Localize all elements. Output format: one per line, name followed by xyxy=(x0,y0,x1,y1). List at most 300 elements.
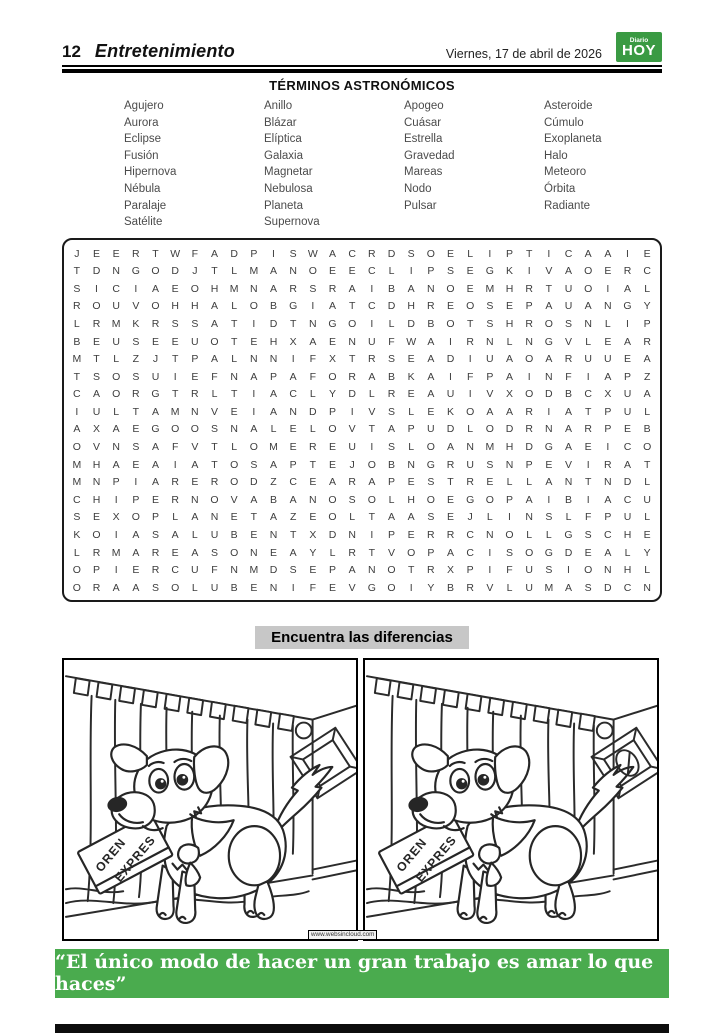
grid-letter: A xyxy=(564,265,572,278)
grid-letter: R xyxy=(466,476,474,489)
grid-letter: E xyxy=(151,335,159,348)
grid-letter: X xyxy=(92,423,100,436)
grid-letter: P xyxy=(604,423,612,436)
grid-letter: U xyxy=(348,441,356,454)
grid-letter: E xyxy=(92,335,100,348)
grid-letter: E xyxy=(250,335,258,348)
grid-letter: N xyxy=(368,564,376,577)
grid-letter: F xyxy=(309,581,317,594)
grid-letter: A xyxy=(269,405,277,418)
grid-letter: A xyxy=(132,546,140,559)
grid-letter: R xyxy=(151,564,160,577)
grid-letter: C xyxy=(112,282,120,295)
grid-letter: N xyxy=(92,476,101,489)
grid-letter: E xyxy=(191,370,199,383)
grid-letter: G xyxy=(564,529,573,542)
grid-letter: S xyxy=(348,493,356,506)
grid-letter: O xyxy=(407,546,416,559)
grid-letter: S xyxy=(427,476,435,489)
grid-letter: O xyxy=(230,546,239,559)
grid-letter: R xyxy=(132,247,140,260)
grid-letter: M xyxy=(269,441,278,454)
grid-letter: R xyxy=(348,370,356,383)
grid-letter: S xyxy=(151,581,159,594)
grid-letter: U xyxy=(643,493,651,506)
grid-letter: G xyxy=(151,388,160,401)
grid-letter: R xyxy=(368,247,376,260)
grid-letter: B xyxy=(230,581,238,594)
grid-letter: O xyxy=(387,581,396,594)
grid-letter: A xyxy=(643,353,651,366)
grid-letter: A xyxy=(584,300,592,313)
grid-letter: O xyxy=(131,511,140,524)
grid-letter: E xyxy=(112,247,120,260)
grid-letter: R xyxy=(427,300,435,313)
grid-letter: E xyxy=(623,353,631,366)
grid-letter: D xyxy=(446,353,455,366)
grid-letter: A xyxy=(584,247,592,260)
grid-letter: T xyxy=(230,335,238,348)
grid-letter: A xyxy=(210,247,218,260)
grid-letter: R xyxy=(348,476,356,489)
grid-letter: E xyxy=(309,511,317,524)
word-item: Apogeo xyxy=(404,100,444,112)
grid-letter: L xyxy=(486,511,493,524)
grid-letter: B xyxy=(269,300,277,313)
grid-letter: C xyxy=(289,388,297,401)
grid-letter: H xyxy=(505,441,514,454)
grid-letter: I xyxy=(134,282,138,295)
header-rule-thick xyxy=(62,69,662,73)
grid-letter: D xyxy=(269,564,278,577)
grid-letter: E xyxy=(171,546,179,559)
grid-letter: V xyxy=(191,441,199,454)
newspaper-page xyxy=(55,28,662,1033)
grid-letter: R xyxy=(564,353,573,366)
grid-letter: T xyxy=(211,265,218,278)
grid-letter: R xyxy=(309,441,317,454)
grid-letter: M xyxy=(111,546,121,559)
grid-letter: T xyxy=(132,405,140,418)
grid-letter: U xyxy=(564,300,573,313)
word-item: Radiante xyxy=(544,199,591,212)
grid-letter: A xyxy=(250,493,258,506)
dog-scene-left xyxy=(64,660,356,939)
grid-letter: V xyxy=(545,265,553,278)
grid-letter: A xyxy=(564,423,572,436)
grid-letter: V xyxy=(387,546,395,559)
grid-letter: S xyxy=(132,370,140,383)
grid-letter: T xyxy=(466,317,474,330)
grid-letter: L xyxy=(113,405,120,418)
grid-letter: L xyxy=(644,476,651,489)
grid-letter: R xyxy=(348,546,356,559)
grid-letter: L xyxy=(644,282,651,295)
grid-letter: S xyxy=(505,546,513,559)
grid-letter: E xyxy=(623,423,631,436)
grid-letter: I xyxy=(370,441,374,454)
grid-letter: E xyxy=(427,405,435,418)
grid-letter: P xyxy=(92,564,100,577)
grid-letter: J xyxy=(74,247,80,260)
wordsearch-grid xyxy=(67,245,657,595)
grid-letter: I xyxy=(527,265,531,278)
grid-letter: A xyxy=(269,282,277,295)
grid-letter: N xyxy=(269,353,278,366)
grid-letter: E xyxy=(407,529,415,542)
grid-letter: I xyxy=(586,370,590,383)
grid-letter: O xyxy=(584,564,593,577)
grid-letter: Z xyxy=(132,353,140,366)
grid-letter: A xyxy=(269,458,277,471)
grid-letter: L xyxy=(329,546,336,559)
grid-letter: L xyxy=(467,423,474,436)
grid-letter: U xyxy=(368,335,376,348)
grid-letter: P xyxy=(623,370,631,383)
word-column xyxy=(404,98,544,231)
grid-letter: N xyxy=(505,458,514,471)
grid-letter: M xyxy=(485,441,495,454)
word-item: Exoplaneta xyxy=(544,133,602,146)
grid-letter: T xyxy=(584,476,592,489)
grid-letter: R xyxy=(289,282,297,295)
grid-letter: C xyxy=(348,247,356,260)
grid-letter: C xyxy=(289,476,297,489)
grid-letter: S xyxy=(309,282,317,295)
grid-letter: I xyxy=(586,458,590,471)
grid-letter: V xyxy=(230,493,238,506)
word-column xyxy=(264,98,404,231)
word-item: Asteroide xyxy=(544,100,593,112)
grid-letter: X xyxy=(446,564,454,577)
grid-letter: E xyxy=(309,564,317,577)
grid-letter: O xyxy=(112,370,121,383)
page-number: 12 xyxy=(62,42,81,61)
grid-letter: A xyxy=(328,300,336,313)
grid-letter: B xyxy=(230,529,238,542)
grid-letter: I xyxy=(468,388,472,401)
grid-letter: S xyxy=(191,317,199,330)
grid-letter: P xyxy=(112,476,120,489)
grid-letter: W xyxy=(406,335,417,348)
grid-letter: I xyxy=(173,458,177,471)
grid-letter: C xyxy=(623,581,632,594)
grid-letter: N xyxy=(348,335,356,348)
grid-letter: A xyxy=(446,441,454,454)
grid-letter: P xyxy=(525,300,533,313)
difference-panel-left xyxy=(62,658,358,941)
grid-letter: X xyxy=(289,335,297,348)
grid-letter: T xyxy=(289,529,297,542)
grid-letter: E xyxy=(328,581,336,594)
grid-letter: A xyxy=(92,388,100,401)
grid-letter: L xyxy=(644,511,651,524)
grid-letter: S xyxy=(407,247,415,260)
grid-letter: R xyxy=(132,388,140,401)
grid-letter: N xyxy=(545,423,553,436)
dog-scene-right xyxy=(365,660,657,939)
grid-letter: F xyxy=(506,564,513,577)
grid-letter: N xyxy=(230,370,238,383)
grid-letter: P xyxy=(151,511,159,524)
grid-letter: S xyxy=(486,300,494,313)
grid-letter: U xyxy=(623,405,632,418)
grid-letter: T xyxy=(584,405,592,418)
grid-letter: L xyxy=(545,529,552,542)
grid-letter: N xyxy=(250,282,258,295)
grid-letter: O xyxy=(210,493,219,506)
grid-letter: I xyxy=(75,405,79,418)
grid-letter: I xyxy=(547,247,551,260)
grid-letter: B xyxy=(446,581,454,594)
grid-letter: N xyxy=(525,335,533,348)
grid-letter: V xyxy=(348,581,356,594)
grid-letter: L xyxy=(506,335,513,348)
grid-letter: R xyxy=(525,317,533,330)
grid-letter: P xyxy=(132,493,140,506)
grid-letter: O xyxy=(348,317,357,330)
grid-letter: E xyxy=(486,476,494,489)
grid-letter: N xyxy=(230,564,238,577)
grid-letter: H xyxy=(623,529,632,542)
grid-letter: C xyxy=(604,529,612,542)
grid-letter: B xyxy=(387,370,395,383)
grid-letter: A xyxy=(623,282,631,295)
grid-letter: C xyxy=(368,300,376,313)
grid-letter: U xyxy=(112,335,120,348)
grid-letter: U xyxy=(112,300,120,313)
grid-letter: B xyxy=(427,317,435,330)
grid-letter: C xyxy=(564,247,573,260)
grid-letter: A xyxy=(427,353,435,366)
grid-letter: R xyxy=(446,529,455,542)
grid-letter: E xyxy=(505,300,513,313)
grid-letter: T xyxy=(250,511,258,524)
grid-letter: X xyxy=(505,388,513,401)
grid-letter: O xyxy=(426,441,435,454)
grid-letter: L xyxy=(368,388,375,401)
grid-letter: C xyxy=(623,493,632,506)
grid-letter: L xyxy=(506,581,513,594)
grid-letter: O xyxy=(151,300,160,313)
grid-letter: R xyxy=(92,581,101,594)
grid-letter: L xyxy=(624,546,631,559)
grid-letter: L xyxy=(191,529,198,542)
grid-letter: A xyxy=(151,441,159,454)
word-item: Eclipse xyxy=(124,133,162,146)
grid-letter: R xyxy=(151,546,160,559)
grid-letter: E xyxy=(269,546,277,559)
word-item: Anillo xyxy=(264,100,293,112)
grid-letter: A xyxy=(348,564,356,577)
grid-letter: G xyxy=(328,317,337,330)
grid-letter: A xyxy=(643,388,651,401)
grid-letter: J xyxy=(349,458,355,471)
grid-letter: T xyxy=(643,458,651,471)
grid-letter: L xyxy=(113,353,120,366)
grid-letter: A xyxy=(132,581,140,594)
grid-letter: A xyxy=(525,493,533,506)
grid-letter: K xyxy=(73,529,81,542)
grid-letter: S xyxy=(73,282,81,295)
grid-letter: F xyxy=(171,441,179,454)
difference-panel-right xyxy=(363,658,659,941)
grid-letter: D xyxy=(387,300,396,313)
grid-letter: A xyxy=(132,529,140,542)
grid-letter: R xyxy=(466,581,474,594)
header-rule-thin xyxy=(62,65,662,67)
grid-letter: L xyxy=(565,511,572,524)
grid-letter: V xyxy=(368,405,376,418)
grid-letter: A xyxy=(289,493,297,506)
section-title: Entretenimiento xyxy=(94,41,235,61)
grid-letter: A xyxy=(545,353,553,366)
grid-letter: E xyxy=(250,581,258,594)
grid-letter: L xyxy=(585,335,592,348)
grid-letter: L xyxy=(231,265,238,278)
grid-letter: C xyxy=(643,265,651,278)
grid-letter: E xyxy=(132,423,140,436)
grid-letter: N xyxy=(427,282,435,295)
grid-letter: A xyxy=(112,423,120,436)
grid-letter: I xyxy=(586,493,590,506)
grid-letter: E xyxy=(328,458,336,471)
grid-letter: L xyxy=(644,564,651,577)
grid-letter: H xyxy=(505,282,514,295)
grid-letter: C xyxy=(623,441,632,454)
grid-letter: S xyxy=(289,564,297,577)
grid-letter: O xyxy=(72,441,81,454)
word-item: Blázar xyxy=(264,116,297,129)
grid-letter: N xyxy=(643,581,651,594)
grid-letter: I xyxy=(488,564,492,577)
grid-letter: R xyxy=(73,300,81,313)
grid-letter: M xyxy=(72,353,82,366)
grid-letter: D xyxy=(328,529,337,542)
grid-letter: Z xyxy=(289,511,297,524)
grid-letter: D xyxy=(309,405,317,418)
grid-letter: N xyxy=(604,300,612,313)
grid-letter: U xyxy=(210,529,219,542)
grid-letter: S xyxy=(584,529,592,542)
grid-letter: A xyxy=(623,458,631,471)
word-list xyxy=(124,98,629,231)
grid-letter: N xyxy=(545,370,553,383)
word-item: Meteoro xyxy=(544,166,587,179)
grid-letter: E xyxy=(132,458,140,471)
grid-letter: O xyxy=(466,300,475,313)
grid-letter: X xyxy=(604,388,612,401)
grid-letter: Y xyxy=(309,546,317,559)
grid-letter: L xyxy=(644,405,651,418)
grid-letter: P xyxy=(250,247,258,260)
grid-letter: S xyxy=(387,405,395,418)
grid-letter: N xyxy=(289,405,297,418)
grid-letter: B xyxy=(643,423,651,436)
quote-banner xyxy=(55,949,669,998)
grid-letter: O xyxy=(525,388,534,401)
grid-letter: C xyxy=(368,265,376,278)
grid-letter: E xyxy=(92,511,100,524)
grid-letter: I xyxy=(173,370,177,383)
grid-letter: A xyxy=(151,405,159,418)
grid-letter: S xyxy=(171,317,179,330)
grid-letter: R xyxy=(387,388,396,401)
grid-letter: R xyxy=(210,476,219,489)
grid-letter: A xyxy=(604,546,612,559)
grid-letter: S xyxy=(250,458,258,471)
grid-letter: U xyxy=(525,564,533,577)
grid-letter: E xyxy=(545,458,553,471)
word-item: Supernova xyxy=(264,216,320,229)
grid-letter: H xyxy=(407,493,415,506)
grid-letter: L xyxy=(408,441,415,454)
word-item: Elíptica xyxy=(264,133,302,146)
grid-letter: C xyxy=(466,546,474,559)
grid-letter: U xyxy=(604,353,612,366)
grid-letter: N xyxy=(230,423,238,436)
grid-letter: I xyxy=(114,529,118,542)
grid-letter: S xyxy=(210,546,218,559)
grid-letter: Z xyxy=(270,476,277,489)
grid-letter: T xyxy=(171,388,179,401)
grid-letter: A xyxy=(112,581,120,594)
grid-letter: A xyxy=(151,458,159,471)
logo-top-text: Diario xyxy=(629,36,649,44)
grid-letter: D xyxy=(92,265,101,278)
grid-letter: D xyxy=(564,546,573,559)
grid-letter: U xyxy=(623,388,632,401)
grid-letter: I xyxy=(252,317,256,330)
grid-letter: S xyxy=(289,247,297,260)
grid-letter: E xyxy=(407,388,415,401)
grid-letter: N xyxy=(269,581,278,594)
grid-letter: V xyxy=(564,335,572,348)
grid-letter: F xyxy=(466,370,474,383)
grid-letter: L xyxy=(309,423,316,436)
grid-letter: O xyxy=(525,546,534,559)
grid-letter: Z xyxy=(643,370,651,383)
grid-letter: N xyxy=(486,529,494,542)
grid-letter: D xyxy=(171,265,179,278)
grid-letter: T xyxy=(152,247,159,260)
grid-letter: D xyxy=(250,476,258,489)
grid-letter: E xyxy=(309,476,317,489)
grid-letter: R xyxy=(525,423,533,436)
grid-letter: G xyxy=(426,458,435,471)
grid-letter: L xyxy=(526,476,533,489)
grid-letter: F xyxy=(211,370,218,383)
grid-letter: T xyxy=(407,564,415,577)
grid-letter: S xyxy=(427,511,435,524)
grid-letter: B xyxy=(269,493,277,506)
grid-letter: L xyxy=(231,441,238,454)
grid-letter: O xyxy=(328,370,337,383)
grid-letter: G xyxy=(544,335,553,348)
grid-letter: A xyxy=(505,405,513,418)
grid-letter: I xyxy=(567,564,570,577)
grid-letter: C xyxy=(73,493,81,506)
grid-letter: U xyxy=(486,353,494,366)
grid-letter: H xyxy=(269,335,278,348)
grid-letter: A xyxy=(604,370,612,383)
grid-letter: U xyxy=(92,405,101,418)
grid-letter: V xyxy=(348,423,356,436)
grid-letter: O xyxy=(505,529,514,542)
grid-letter: O xyxy=(584,265,593,278)
grid-letter: O xyxy=(308,265,317,278)
grid-letter: N xyxy=(289,265,297,278)
